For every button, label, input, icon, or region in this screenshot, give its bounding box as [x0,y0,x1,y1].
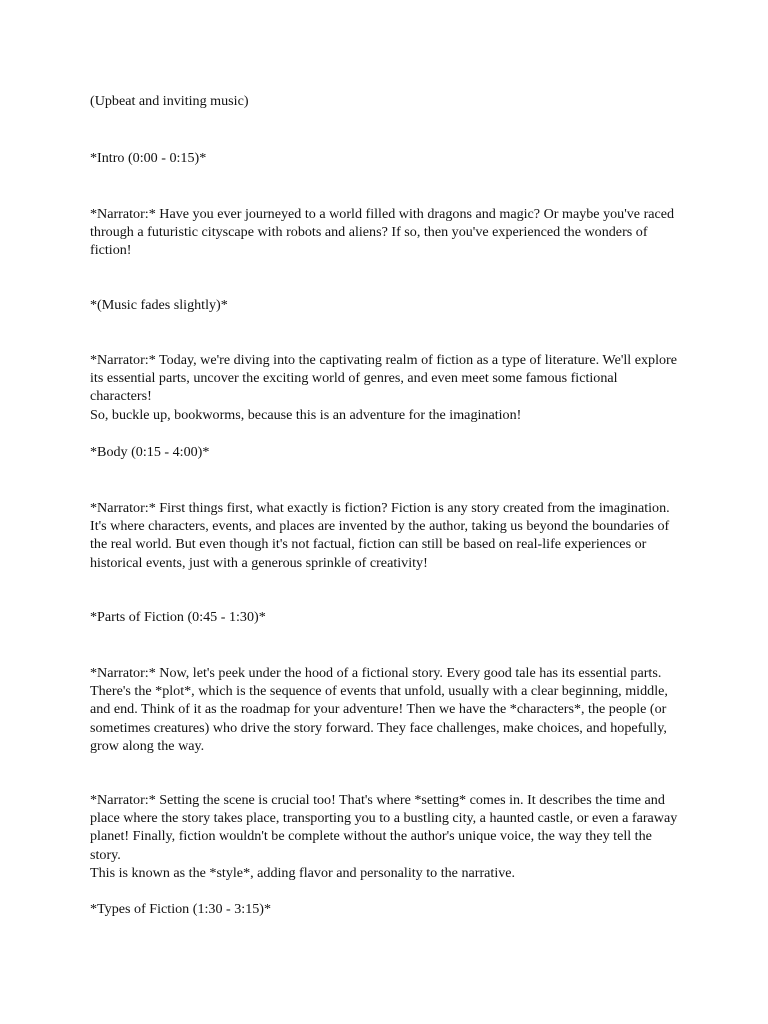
narrator-paragraph-4: *Narrator:* Now, let's peek under the hood of a fictional story. Every good tale has its essential parts. There's the *plot*, which is the sequence of events that unfold, usually with a clear beginning, middle, and end. Think of it as the roadmap for your adventure! Then we have the *characters*, the people (or sometimes creatures) who drive the story forward. They face challenges, make choices, and hopefully, grow along the way. [90,665,668,754]
music-cue-fade: *(Music fades slightly)* [90,297,228,313]
section-heading-body: *Body (0:15 - 4:00)* [90,444,210,460]
section-heading-types: *Types of Fiction (1:30 - 3:15)* [90,901,272,917]
narrator-paragraph-2: *Narrator:* Today, we're diving into the captivating realm of fiction as a type of literature. We'll explore its essential parts, uncover the exciting world of genres, and even meet some famous fictional characters! So, buckle up, bookworms, because this is an adventure for the imagination! [90,352,677,423]
narrator-paragraph-3: *Narrator:* First things first, what exactly is fiction? Fiction is any story created from the imagination. It's where characters, events, and places are invented by the author, taking us beyond the boundaries of the real world. But even though it's not factual, fiction can still be based on real-life experiences or historical events, just with a generous sprinkle of creativity! [90,500,670,571]
narrator-paragraph-1: *Narrator:* Have you ever journeyed to a world filled with dragons and magic? Or maybe you've raced through a futuristic cityscape with robots and aliens? If so, then you've experienced the wonders of fiction! [90,206,675,259]
section-heading-intro: *Intro (0:00 - 0:15)* [90,150,207,166]
section-heading-parts: *Parts of Fiction (0:45 - 1:30)* [90,609,266,625]
music-cue-intro: (Upbeat and inviting music) [90,93,249,109]
narrator-paragraph-5: *Narrator:* Setting the scene is crucial too! That's where *setting* comes in. It describes the time and place where the story takes place, transporting you to a bustling city, a haunted castle, or even a faraway planet! Finally, fiction wouldn't be complete without the author's unique voice, the way they tell the story. This is known as the *style*, adding flavor and personality to the narrative. [90,792,678,881]
